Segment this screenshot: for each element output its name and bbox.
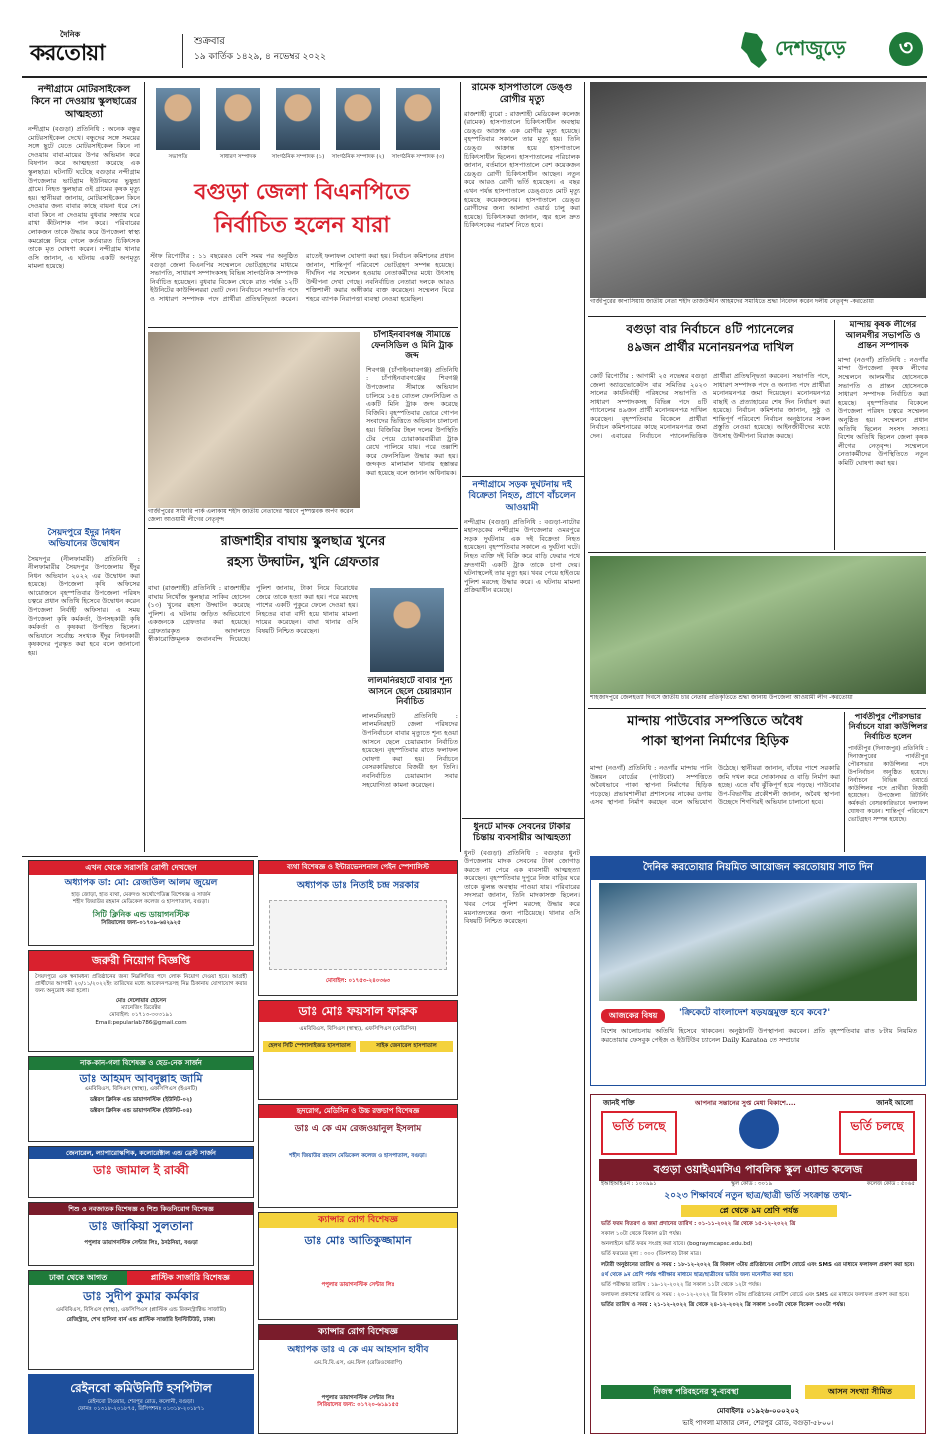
ad-band: হৃদরোগ, মেডিসিন ও উচ্চ রক্তচাপ বিশেষজ্ঞ bbox=[259, 1105, 457, 1118]
ad-rainbow-hospital bbox=[28, 1374, 254, 1434]
article-dhunot bbox=[464, 822, 580, 1434]
ymca-transport: নিজস্ব পরিবহনের সু-ব্যবস্থা bbox=[601, 1385, 791, 1399]
ad-plastic-surgery bbox=[28, 1270, 254, 1370]
bnp-headline bbox=[150, 176, 454, 250]
portrait-1 bbox=[156, 88, 200, 150]
admit-right-badge: ভর্তি চলছে bbox=[839, 1111, 915, 1155]
rajshahi-headline bbox=[148, 532, 458, 580]
article-body: শিবগঞ্জ (চাঁপাইনবাবগঞ্জ) প্রতিনিধি : চাঁপাইনবাবগঞ্জের শিবগঞ্জ উপজেলার সীমান্তে অভিযান চালিয়ে ১৫৪ বোতল ফেনসিডিল ও একটি মিনি ট্রাক জব্দ করেছে বিজিবি। বৃহস্পতিবার ভোরে গোপন সংবাদের ভিত্তিতে অভিযান চালানো হয়। বিজিবির টহল দলের উপস্থিতি টের পেয়ে চোরাকারবারীরা ট্রাক রেখে পালিয়ে যায়। পরে তল্লাশি করে ফেনসিডিল উদ্ধার করা হয়। জব্দকৃত মালামাল থানায় হস্তান্তর করা হয়েছে বলে জানান অধিনায়ক। bbox=[366, 365, 458, 477]
headline-line-2: পাকা স্থাপনা নির্মাণের হিড়িক bbox=[641, 733, 789, 749]
ad-clinic-row bbox=[263, 1041, 453, 1052]
headline: লালমনিরহাটে বাবার শূন্য আসনে ছেলে চেয়ারম্যান নির্বাচিত bbox=[367, 676, 453, 708]
ad-orthopedic bbox=[28, 860, 254, 946]
portrait-2 bbox=[216, 88, 260, 150]
ad-pediatric bbox=[28, 1202, 254, 1266]
ymca-eiin: ইআইআইএন : ১০০৯৯১ bbox=[601, 1181, 657, 1187]
ad-center: পপুলার ডায়াগনস্টিক সেন্টার লিঃ bbox=[321, 1282, 395, 1288]
ad-address: রেইনবো টাওয়ার, শেরপুর রোড, কলোনী, বগুড়া। bbox=[87, 1399, 195, 1405]
mandah-wdb-body: মান্দা (নওগাঁ) প্রতিনিধি : নওগাঁর মান্দায় পানি উন্নয়ন বোর্ডের (পাউবো) সম্পত্তিতে অবৈধভাবে পাকা স্থাপনা নির্মাণের হিড়িক পড়েছে। প্রভাবশালীরা প্রশাসনের নাকের ডগায় এসব স্থাপনা নির্মাণ করছেন বলে অভিযোগ উঠেছে। স্থানীয়রা জানান, বাঁধের পাশে সরকারি জমি দখল করে দোকানঘর ও বাড়ি নির্মাণ করা হচ্ছে। এতে বাঁধ ঝুঁকিপূর্ণ হয়ে পড়ছে। পাউবোর উপ-বিভাগীয় প্রকৌশলী জানান, অবৈধ স্থাপনা উচ্ছেদে শিগগিরই অভিযান চালানো হবে। bbox=[590, 764, 840, 807]
ad-recruitment bbox=[28, 950, 254, 1052]
wreath-photo bbox=[590, 82, 926, 298]
doctor-name: ডাঃ সুদীপ কুমার কর্মকার bbox=[83, 1289, 199, 1303]
ad-clinic: সিটি ক্লিনিক এন্ড ডায়াগনস্টিক bbox=[92, 909, 190, 919]
article-parbatipur bbox=[848, 712, 928, 852]
tv-studio-photo bbox=[599, 883, 917, 1001]
ad-band: এখন থেকে সরাসরি রোগী দেখছেন bbox=[29, 861, 253, 875]
ad-role: ম্যানেজিং ডিরেক্টর bbox=[121, 1005, 161, 1012]
article-mandah-krishak bbox=[838, 320, 928, 550]
ymca-row: ভর্তি ফরমের মূল্য : ৩০০ (তিনশত) টাকা মাত্র। bbox=[601, 1251, 702, 1258]
admit-left-badge: ভর্তি চলছে bbox=[601, 1111, 677, 1155]
ymca-row: সকাল ১০টা থেকে বিকাল ৪টা পর্যন্ত। bbox=[601, 1231, 682, 1238]
bogura-bar-headline bbox=[590, 320, 830, 370]
ymca-college-code: কলেজ কোড : ৫০৬৫ bbox=[866, 1181, 915, 1187]
lalmonirhat-portrait bbox=[370, 588, 444, 672]
portrait-label: সাধারণ সম্পাদক bbox=[219, 154, 257, 160]
masthead-logo bbox=[22, 30, 172, 72]
ymca-row: অনলাইনে ভর্তি ফরম সংগ্রহ করা যাবে। (bograymcapsc.edu.bd) bbox=[601, 1241, 753, 1248]
article-rmch-dengue bbox=[464, 82, 580, 472]
ymca-row: ৪র্থ থেকে ৯ম শ্রেণি পর্যন্ত পরীক্ষার মাধ্যমে ছাত্র/ছাত্রীদের ভর্তির জন্য মনোনীত করা হবে। bbox=[601, 1271, 794, 1278]
ad-band: শিশু ও নবজাতক বিশেষজ্ঞ ও শিশু কিডনিরোগ বিশেষজ্ঞ bbox=[29, 1203, 253, 1215]
hospital-name: রেইনবো কমিউনিটি হসপিটাল bbox=[70, 1381, 212, 1395]
ymca-school-name: বগুড়া ওয়াইএমসিএ পাবলিক স্কুল এ্যান্ড কলেজ bbox=[599, 1159, 917, 1181]
ad-surgeon bbox=[28, 1146, 254, 1198]
article-body: নন্দীগ্রাম (বগুড়া) প্রতিনিধি : বগুড়া-নাটোর মহাসড়কের নন্দীগ্রাম উপজেলার ওমরপুরে সড়ক দুর্ঘটনায় এক দই বিক্রেতা নিহত হয়েছেন। বৃহস্পতিবার সকালে এ দুর্ঘটনা ঘটে। নিহত ব্যক্তি দই বিক্রি করে বাড়ি ফেরার পথে দ্রুতগামী একটি ট্রাক তাকে চাপা দেয়। ঘটনাস্থলেই তার মৃত্যু হয়। খবর পেয়ে হাইওয়ে পুলিশ মরদেহ উদ্ধার করে। এ ঘটনায় মামলা প্রক্রিয়াধীন রয়েছে। bbox=[464, 517, 580, 595]
ymca-center-top: আপনার সন্তানের সুপ্ত মেধা বিকাশে.... bbox=[695, 1099, 796, 1107]
ad-specialty: হাড় জোড়া, হাত ব্যথা, মেরুদণ্ড অর্থোপেডিক্স বিশেষজ্ঞ ও সার্জন bbox=[71, 892, 211, 899]
ymca-right-top: জানই আলো bbox=[876, 1099, 913, 1107]
ad-degree: এমবিবিএস, বিসিএস (স্বাস্থ্য), এফসিপিএস (প্লাস্টিক এন্ড রিকনস্ট্রাক্টিভ সার্জারি) bbox=[55, 1307, 227, 1313]
headline-line-1: মান্দায় পাউবোর সম্পত্তিতে অবৈধ bbox=[627, 714, 803, 729]
article-lalmonirhat bbox=[362, 676, 458, 852]
portrait-3 bbox=[276, 88, 320, 150]
doctor-name: ডাঃ আহমদ আবদুল্লাহ জামি bbox=[79, 1071, 203, 1085]
ad-phone: সিরিয়ালের জন্য-০১৭০৯-৬৪২৯২৫ bbox=[101, 919, 181, 926]
headline: মান্দায় কৃষক লীগের আলমগীর সভাপতি ও প্রান্তন সম্পাদক bbox=[845, 320, 921, 352]
ad-hospital: শহীদ জিয়াউর রহমান মেডিকেল কলেজ ও হাসপাতাল, বগুড়া। bbox=[73, 899, 209, 906]
masthead bbox=[22, 30, 927, 72]
tv-description: বিশেষ আলোচনায় অতিথি হিসেবে থাকবেন। অনুষ্ঠানটি উপস্থাপনা করবেন। প্রতি বৃহস্পতিবার রাত ৮টায় নিয়মিত করতোয়ার ফেসবুক পেইজ ও ইউটিউব চ্যানেল Daily Karatoa তে সম্প্রচার bbox=[601, 1027, 917, 1044]
headline: ধুনটে মাদক সেবনের টাকার চিন্তায় ব্যবসায়ীর আত্মহত্যা bbox=[473, 822, 571, 844]
tv-topic: 'ক্রিকেটে বাংলাদেশ ষড়যন্ত্রমুক্ত হবে কবে?' bbox=[679, 1008, 831, 1018]
ymca-admission-ad bbox=[590, 1094, 926, 1434]
ad-medicine bbox=[258, 1000, 458, 1100]
headline-line-2: নির্বাচিত হলেন যারা bbox=[214, 213, 390, 238]
ad-degree: এম.বি.বি.এস, এম.ফিল (রেডিওথেরাপি) bbox=[313, 1359, 403, 1366]
article-body: লালমনিরহাট প্রতিনিধি : লালমনিরহাট জেলা পরিষদের উপনির্বাচনে বাবার মৃত্যুতে শূন্য হওয়া আসনে ছেলে চেয়ারম্যান নির্বাচিত হয়েছেন। বৃহস্পতিবার রাতে ফলাফল ঘোষণা করা হয়। নির্বাচনে বেসরকারিভাবে বিজয়ী হন তিনি। নবনির্বাচিত চেয়ারম্যান সবার সহযোগিতা কামনা করেছেন। bbox=[362, 711, 458, 789]
article-saidpur-rat bbox=[28, 528, 140, 854]
ymca-row: ফলাফল প্রকাশের তারিখ ও সময় : ২০-১২-২০২২ খ্রি বিকাল ৩টায় প্রতিষ্ঠানের নোটিশ বোর্ডে এবং SMS এর মাধ্যমে ফলাফল প্রকাশ করা হবে। bbox=[601, 1291, 910, 1298]
ad-title: জরুরী নিয়োগ বিজ্ঞপ্তি bbox=[29, 951, 253, 971]
bnp-article-body: স্টাফ রিপোর্টার : ১১ বছরেরও বেশি সময় পর অনুষ্ঠিত বগুড়া জেলা বিএনপির সম্মেলনে ভোটগ্রহণের মাধ্যমে সভাপতি, সাধারণ সম্পাদকসহ বিভিন্ন সাংগঠনিক সম্পাদক নির্বাচিত হয়েছেন। বুধবার বিকেল থেকে রাত পর্যন্ত ১২টি ইউনিটের কাউন্সিলররা ভোট দেন। নির্বাচনে সভাপতি পদে ও সাধারণ সম্পাদক পদে প্রার্থীরা প্রতিদ্বন্দ্বিতা করেন। রাতেই ফলাফল ঘোষণা করা হয়। নির্বাচন কমিশনের প্রধান জানান, শান্তিপূর্ণ পরিবেশে ভোটগ্রহণ সম্পন্ন হয়েছে। দীর্ঘদিন পর সম্মেলন হওয়ায় নেতাকর্মীদের মধ্যে উৎসাহ উদ্দীপনা দেখা গেছে। নবনির্বাচিত নেতারা দলকে আরও শক্তিশালী করার অঙ্গীকার ব্যক্ত করেছেন। সম্মেলন ঘিরে শহরে ব্যাপক নিরাপত্তা ব্যবস্থা নেওয়া হয়েছিল। bbox=[150, 252, 454, 303]
article-nandigram-suicide bbox=[28, 84, 140, 526]
ymca-left-top: জানই শক্তি bbox=[603, 1099, 635, 1107]
ymca-row: ভর্তি ফরম বিতরণ ও জমা প্রদানের তারিখ : ০১-১১-২০২২ খ্রি থেকে ১৫-১২-২০২২ খ্রি bbox=[601, 1221, 796, 1227]
ad-center: পপুলার ডায়াগনস্টিক সেন্টার লিঃ, ঠনঠনিয়া, বগুড়া bbox=[84, 1240, 198, 1247]
ad-phone: মোবাইল: ০১৭১৩-৩০৩১৯১ bbox=[109, 1012, 173, 1019]
masthead-date: ১৯ কার্তিক ১৪২৯, ৪ নভেম্বর ২০২২ bbox=[194, 52, 326, 62]
ad-body: সৈয়দপুরে এক স্বনামধন্য প্রতিষ্ঠানের জন্য নিম্নলিখিত পদে লোক নিয়োগ দেওয়া হবে। আগ্রহী প্রার্থীদের আগামী ২০/১১/২০২২ইং তারিখের মধ্যে আবেদনপত্রসহ নিম্ন ঠিকানায় যোগাযোগ করার জন্য অনুরোধ করা হলো। bbox=[35, 973, 247, 995]
ymca-seats: আসন সংখ্যা সীমিত bbox=[805, 1385, 915, 1399]
ad-phone: ফোনঃ ০১৩১৮-২০১৮৭৫, রিসিপশনঃ ০১৩১৮-২০১৮৭১ bbox=[77, 1406, 205, 1413]
ad-phone: মোবাইল: ০১৭৫৩-২৪০৩৬৩ bbox=[325, 977, 391, 984]
ymca-row: ভর্তির তারিখ ও সময় : ২১-১২-২০২২ খ্রি থেকে ২৪-১২-২০২২ খ্রি সকাল ১০০টা থেকে বিকেল ৩০০টা পর্যন্ত। bbox=[601, 1302, 846, 1309]
headline: রামেক হাসপাতালে ডেঙ্গু রোগীর মৃত্যু bbox=[471, 82, 573, 105]
ymca-row: লটারী অনুষ্ঠানের তারিখ ও সময় : ১৮-১২-২০২২ খ্রি বিকাল ৩টায় প্রতিষ্ঠানের নোটিশ বোর্ডে এবং SMS এর মাধ্যমে ফলাফল প্রকাশ করা হবে। bbox=[601, 1261, 915, 1268]
section-label bbox=[737, 30, 927, 70]
logo-main: করতোয়া bbox=[30, 41, 105, 66]
ad-band: প্লাস্টিক সার্জারি বিশেষজ্ঞ bbox=[127, 1271, 253, 1285]
ymca-rows bbox=[601, 1221, 917, 1312]
tv-banner: দৈনিক করতোয়ার নিয়মিত আয়োজন করতোয়ায় সাত দিন bbox=[591, 857, 925, 880]
portrait-label: সাংগঠনিক সম্পাদক (২) bbox=[331, 154, 385, 160]
doctor-name: ডাঃ এ কে এম রেজওয়ানুল ইসলাম bbox=[294, 1123, 422, 1134]
article-body: রাজশাহী ব্যুরো : রাজশাহী মেডিকেল কলেজ (রামেক) হাসপাতালে চিকিৎসাধীন অবস্থায় ডেঙ্গু আক্রান্ত এক রোগীর মৃত্যু হয়েছে। বৃহস্পতিবার সকালে তার মৃত্যু হয়। তিনি ডেঙ্গু আক্রান্ত হয়ে হাসপাতালে চিকিৎসাধীন ছিলেন। হাসপাতালের পরিচালক জানান, বর্তমানে হাসপাতালে বেশ কয়েকজন ডেঙ্গু রোগী চিকিৎসাধীন আছেন। নতুন করে আরও রোগী ভর্তি হয়েছেন। এ বছর এখন পর্যন্ত হাসপাতালে ডেঙ্গুতে মোট মৃত্যু হয়েছে কয়েকজনের। হাসপাতালে ডেঙ্গু রোগীদের জন্য আলাদা ওয়ার্ড চালু করা হয়েছে। চিকিৎসকরা জানান, জ্বর হলে দ্রুত চিকিৎসকের পরামর্শ নিতে হবে। bbox=[464, 109, 580, 230]
ad-degree: এমবিবিএস, বিসিএস (স্বাস্থ্য), এফসিপিএস (ইএনটি) bbox=[84, 1085, 198, 1092]
doctor-name: ডাঃ জামাল ই রাব্বী bbox=[93, 1163, 189, 1178]
ad-clinic: ডক্টরস ক্লিনিক এন্ড ডায়াগনস্টিক (ইউনিট-০২) bbox=[89, 1096, 193, 1103]
headline: পার্বতীপুর পৌরসভার নির্বাচনে যারা কাউন্সিলর নির্বাচিত হলেন bbox=[848, 712, 928, 741]
ad-contact: মোঃ দেলোয়ার হোসেন bbox=[115, 998, 167, 1005]
ad-email: Email:pepularlab786@gmail.com bbox=[95, 1019, 187, 1026]
ymca-mobile: মোবাইলঃ ০১৯২৬-০০০২০২ bbox=[716, 1407, 800, 1415]
bnp-portraits bbox=[148, 82, 456, 174]
doctor-name: অধ্যাপক ডা: মো: রেজাউল আলম জুয়েল bbox=[64, 878, 218, 888]
article-body: নন্দীগ্রাম (বগুড়া) প্রতিনিধি : অনেক বন্ধুর মোটরসাইকেল দেখে। বন্ধুদের সঙ্গে সময়ের সঙ্গে ছুটে যেতে মোটরসাইকেল কিনে না দেওয়ায় বাবা-মায়ের উপর অভিমান করে বিষপান করে আত্মহত্যা করেছে এক স্কুলছাত্র। ঘটনাটি ঘটেছে বগুড়ার নন্দীগ্রাম উপজেলার ভাটগ্রাম ইউনিয়নের ভুষুন্ডা গ্রামে। নিহত স্কুলছাত্র ওই গ্রামের কৃষক মৃত্যু হয়। স্থানীয়রা জানায়, মোটরসাইকেল কিনে দেওয়ার জন্য বাবার কাছে বায়না ধরে সে। বাবা কিনে না দেওয়ায় বুধবার সন্ধ্যায় ঘরে রাখা কীটনাশক পান করে। পরিবারের লোকজন তাকে উদ্ধার করে উপজেলা স্বাস্থ্য কমপ্লেক্সে নিয়ে গেলে কর্তব্যরত চিকিৎসক তাকে মৃত ঘোষণা করেন। নন্দীগ্রাম থানার ওসি জানান, এ ঘটনায় একটি অপমৃত্যু মামলা হয়েছে। bbox=[28, 125, 140, 271]
article-chapai bbox=[366, 330, 458, 516]
article-body: পার্বতীপুর (দিনাজপুর) প্রতিনিধি : দিনাজপুরের পার্বতীপুর পৌরসভার কাউন্সিলর পদে উপনির্বাচন অনুষ্ঠিত হয়েছে। নির্বাচনে বিভিন্ন ওয়ার্ডে কাউন্সিলর পদে প্রার্থীরা বিজয়ী হয়েছেন। উপজেলা রিটার্নিং কর্মকর্তা বেসরকারিভাবে ফলাফল ঘোষণা করেন। শান্তিপূর্ণ পরিবেশে ভোটগ্রহণ সম্পন্ন হয়েছে। bbox=[848, 745, 928, 824]
ymca-school-code: স্কুল কোড : ৩০১৯ bbox=[731, 1181, 773, 1187]
article-body: ধুনট (বগুড়া) প্রতিনিধি : বগুড়ার ধুনট উপজেলায় মাদক সেবনের টাকা জোগাড় করতে না পেরে এক ব্যবসায়ী আত্মহত্যা করেছেন। বৃহস্পতিবার দুপুরে নিজ বাড়ির ঘরে তাকে ঝুলন্ত অবস্থায় পাওয়া যায়। পরিবারের সদস্যরা জানান, তিনি মাদকাসক্ত ছিলেন। খবর পেয়ে পুলিশ মরদেহ উদ্ধার করে ময়নাতদন্তের জন্য পাঠিয়েছে। থানার ওসি বিষয়টি নিশ্চিত করেছেন। bbox=[464, 848, 580, 926]
headline-line-2: রহস্য উদ্ঘাটন, খুনি গ্রেফতার bbox=[226, 554, 380, 570]
headline-line-1: বগুড়া জেলা বিএনপিতে bbox=[194, 180, 410, 205]
ad-clinic: হেলথ সিটি স্পেশালাইজড হাসপাতাল bbox=[263, 1041, 356, 1052]
portrait-label: সাংগঠনিক সম্পাদক (১) bbox=[271, 154, 325, 160]
mandah-wdb-headline bbox=[590, 712, 840, 762]
article-nandigram-accident bbox=[464, 480, 580, 810]
ad-cardiology bbox=[258, 1104, 458, 1208]
ad-band: ঢাকা থেকে আগত bbox=[29, 1271, 127, 1285]
doctor-name: ডাঃ জাকিয়া সুলতানা bbox=[89, 1219, 193, 1234]
ad-band: ক্যান্সার রোগ বিশেষজ্ঞ bbox=[259, 1325, 457, 1340]
ad-clinic: ডক্টরস ক্লিনিক এন্ড ডায়াগনস্টিক (ইউনিট-০৪) bbox=[89, 1107, 193, 1114]
ad-pain-specialist bbox=[258, 860, 458, 996]
tv-topic-label: আজকের বিষয় bbox=[601, 1009, 665, 1023]
ymca-logo bbox=[739, 1109, 779, 1149]
ad-clinic: সাইক জেনারেল হাসপাতাল bbox=[360, 1041, 453, 1052]
ad-band: জেনারেল, ল্যাপারোস্কপিক, কলোরেক্টাল এন্ড ব্রেস্ট সার্জন bbox=[29, 1147, 253, 1159]
headline-line-1: বগুড়া বার নির্বাচনে ৪টি প্যানেলের bbox=[626, 322, 794, 336]
portrait-4 bbox=[336, 88, 380, 150]
logo-top: দৈনিক bbox=[60, 30, 81, 39]
article-body: মান্দা (নওগাঁ) প্রতিনিধি : নওগাঁর মান্দা উপজেলা কৃষক লীগের সম্মেলনে আলমগীর হোসেনকে সভাপতি ও প্রান্তন হোসেনকে সাধারণ সম্পাদক নির্বাচিত করা হয়েছে। বৃহস্পতিবার বিকেলে উপজেলা পরিষদ চত্বরে সম্মেলন অনুষ্ঠিত হয়। সম্মেলনে প্রধান অতিথি ছিলেন সংসদ সদস্য। বিশেষ অতিথি ছিলেন জেলা কৃষক লীগের নেতৃবৃন্দ। সম্মেলনে নেতাকর্মীদের উপস্থিতিতে নতুন কমিটি ঘোষণা করা হয়। bbox=[838, 355, 928, 467]
section-title: দেশজুড়ে bbox=[775, 36, 846, 60]
bogura-bar-body: কোর্ট রিপোর্টার : আগামী ২৫ নভেম্বর বগুড়া জেলা অ্যাডভোকেটস বার সমিতির ২০২৩ সালের কার্যনির্বাহী পরিষদের সভাপতি ও সাধারণ সম্পাদকসহ বিভিন্ন পদে ৪টি প্যানেলের ৪৯জন প্রার্থী মনোনয়নপত্র দাখিল করেছেন। বৃহস্পতিবার বিকেলে প্রার্থীরা নির্বাচন কমিশনারের কাছে মনোনয়নপত্র জমা দেন। এবারের নির্বাচনে প্যানেলভিত্তিক প্রার্থীরা প্রতিদ্বন্দ্বিতা করবেন। সভাপতি পদে, সাধারণ সম্পাদক পদে ও অন্যান্য পদে প্রার্থীরা মনোনয়নপত্র জমা দিয়েছেন। মনোনয়নপত্র বাছাই ও প্রত্যাহারের শেষ দিন নির্ধারণ করা হয়েছে। নির্বাচন কমিশনার জানান, সুষ্ঠু ও শান্তিপূর্ণ পরিবেশে নির্বাচন অনুষ্ঠানের সকল প্রস্তুতি নেওয়া হয়েছে। আইনজীবীদের মধ্যে উৎসাহ উদ্দীপনা বিরাজ করছে। bbox=[590, 372, 830, 441]
portrait-5 bbox=[396, 88, 440, 150]
ad-placeholder-box bbox=[269, 900, 447, 970]
portrait-label: সাংগঠনিক সম্পাদক (৩) bbox=[391, 154, 445, 160]
tribute-portrait-caption: শাহজাদপুরে জেলহত্যা দিবসে জাতীয় চার নেতার প্রতিকৃতিতে শ্রদ্ধা জানায় উপজেলা আওয়ামী লীগ -করতোয়া bbox=[590, 694, 853, 701]
headline: নন্দীগ্রামে মোটরসাইকেল কিনে না দেওয়ায় স্কুলছাত্রের আত্মহত্যা bbox=[31, 84, 137, 120]
rajshahi-body: বাঘা (রাজশাহী) প্রতিনিধি : রাজশাহীর বাঘায় নিখোঁজ স্কুলছাত্র সাকিব হোসেন (১৩) খুনের রহস্য উদ্ঘাটন করেছে পুলিশ। এ ঘটনায় জড়িত অভিযোগে একজনকে গ্রেফতার করা হয়েছে। গ্রেফতারকৃত আদালতে স্বীকারোক্তিমূলক জবানবন্দি দিয়েছে। পুলিশ জানায়, টাকা নিয়ে বিরোধের জেরে তাকে হত্যা করা হয়। পরে মরদেহ পাশের একটি পুকুরে ফেলে দেওয়া হয়। নিহতের বাবা বাদী হয়ে থানায় মামলা দায়ের করেছেন। বাঘা থানার ওসি বিষয়টি নিশ্চিত করেছেন। bbox=[148, 584, 358, 644]
ymca-row: ভর্তি পরীক্ষার তারিখ : ১৯-১২-২০২২ খ্রি সকাল ১১টা থেকে ১২টা পর্যন্ত। bbox=[601, 1281, 761, 1288]
doctor-name: অধ্যাপক ডাঃ নিতাই চন্দ্র সরকার bbox=[296, 879, 420, 891]
ad-cancer-2 bbox=[258, 1324, 458, 1434]
tribute-portrait-photo bbox=[590, 556, 926, 694]
ad-band: ক্যান্সার রোগ বিশেষজ্ঞ bbox=[259, 1213, 457, 1228]
ad-hospital: রেজিস্ট্রার, শেখ হাসিনা বার্ন এন্ড প্লাস্টিক সার্জারি ইনস্টিটিউট, ঢাকা। bbox=[66, 1317, 216, 1324]
ymca-session: ২০২৩ শিক্ষাবর্ষে নতুন ছাত্র/ছাত্রী ভর্তি সংক্রান্ত তথ্য- bbox=[664, 1191, 852, 1201]
doctor-name: ডাঃ মোঃ ফয়সাল ফারুক bbox=[259, 1001, 457, 1022]
ad-degree: এমবিবিএস, বিসিএস (স্বাস্থ্য), এফসিপিএস (মেডিসিন) bbox=[299, 1026, 417, 1032]
tribute-photo-caption: গাজীপুরের সাফারি পার্ক এলাকায় শহীদ জাতীয় নেতাদের স্মরণে পুষ্পস্তবক অর্পণ করেন জেলা আওয়ামী লীগের নেতৃবৃন্দ bbox=[148, 508, 354, 523]
ad-band: নাক-কান-গলা বিশেষজ্ঞ ও হেড-নেক সার্জন bbox=[29, 1057, 253, 1070]
ad-ent bbox=[28, 1056, 254, 1142]
ad-cancer-1 bbox=[258, 1212, 458, 1320]
ad-hospital: শহীদ জিয়াউর রহমান মেডিকেল কলেজ ও হাসপাতাল, বগুড়া। bbox=[289, 1153, 427, 1159]
bangladesh-map-icon bbox=[737, 30, 771, 70]
doctor-name: ডাঃ মোঃ আতিকুজ্জামান bbox=[304, 1234, 412, 1248]
headline: নন্দীগ্রামে সড়ক দুর্ঘটনায় দই বিক্রেতা নিহত, প্রাণে বাঁচলেন আওয়ামী bbox=[468, 480, 576, 513]
tribute-photo bbox=[148, 332, 360, 508]
portrait-label: সভাপতি bbox=[168, 154, 188, 160]
ad-phone: সিরিয়ালের জন্য: ০১৭২০-৬১৯১৫৫ bbox=[317, 1401, 399, 1408]
ad-center: পপুলার ডায়াগনস্টিক সেন্টার লিঃ bbox=[321, 1394, 395, 1401]
tv-promo bbox=[590, 856, 926, 1086]
ad-band: ব্যথা বিশেষজ্ঞ ও ইন্টারভেনশনাল পেইন স্পেশালিস্ট bbox=[259, 861, 457, 874]
ad-band-row bbox=[29, 1271, 253, 1285]
ymca-address: ভাই পাগলা মাজার লেন, শেরপুর রোড, বগুড়া-৫৮০০। bbox=[682, 1419, 834, 1427]
ymca-class-range: প্লে থেকে ৯ম শ্রেণি পর্যন্ত bbox=[681, 1205, 837, 1217]
headline: সৈয়দপুরে ইঁদুর নিধন অভিযানের উদ্বোধন bbox=[47, 528, 121, 550]
headline-line-2: ৪৯জন প্রার্থীর মনোনয়নপত্র দাখিল bbox=[626, 340, 794, 354]
headline: চাঁপাইনবাবগঞ্জ সীমান্তে ফেনসিডিল ও মিনি ট্রাক জব্দ bbox=[370, 330, 454, 362]
wreath-photo-caption: গাজীপুরের কাপাসিয়ায় জাতীয় নেতা শহীদ তাজউদ্দীন আহমদের সমাধিতে শ্রদ্ধা নিবেদন করেন দলীয় নেতৃবৃন্দ -করতোয়া bbox=[590, 298, 874, 305]
masthead-day: শুক্রবার bbox=[194, 36, 225, 47]
article-body: সৈয়দপুর (নীলফামারী) প্রতিনিধি : নীলফামারীর সৈয়দপুর উপজেলায় ইঁদুর নিধন অভিযান ২০২২ এর উদ্বোধন করা হয়েছে। উপজেলা কৃষি অফিসের আয়োজনে বৃহস্পতিবার উপজেলা পরিষদ চত্বরে প্রধান অতিথি হিসেবে উদ্বোধন করেন উপজেলা নির্বাহী অফিসার। এ সময় উপজেলা কৃষি কর্মকর্তা, উপসহকারী কৃষি কর্মকর্তা ও কৃষকরা উপস্থিত ছিলেন। অভিযানে সর্বোচ্চ সংখ্যক ইঁদুর নিধনকারী কৃষকদের পুরস্কৃত করা হবে বলে জানানো হয়। bbox=[28, 554, 140, 657]
doctor-name: অধ্যাপক ডাঃ এ কে এম আহসান হাবীব bbox=[287, 1345, 429, 1356]
page-number: ৩ bbox=[889, 32, 923, 66]
headline-line-1: রাজশাহীর বাঘায় স্কুলছাত্র খুনের bbox=[220, 534, 386, 549]
